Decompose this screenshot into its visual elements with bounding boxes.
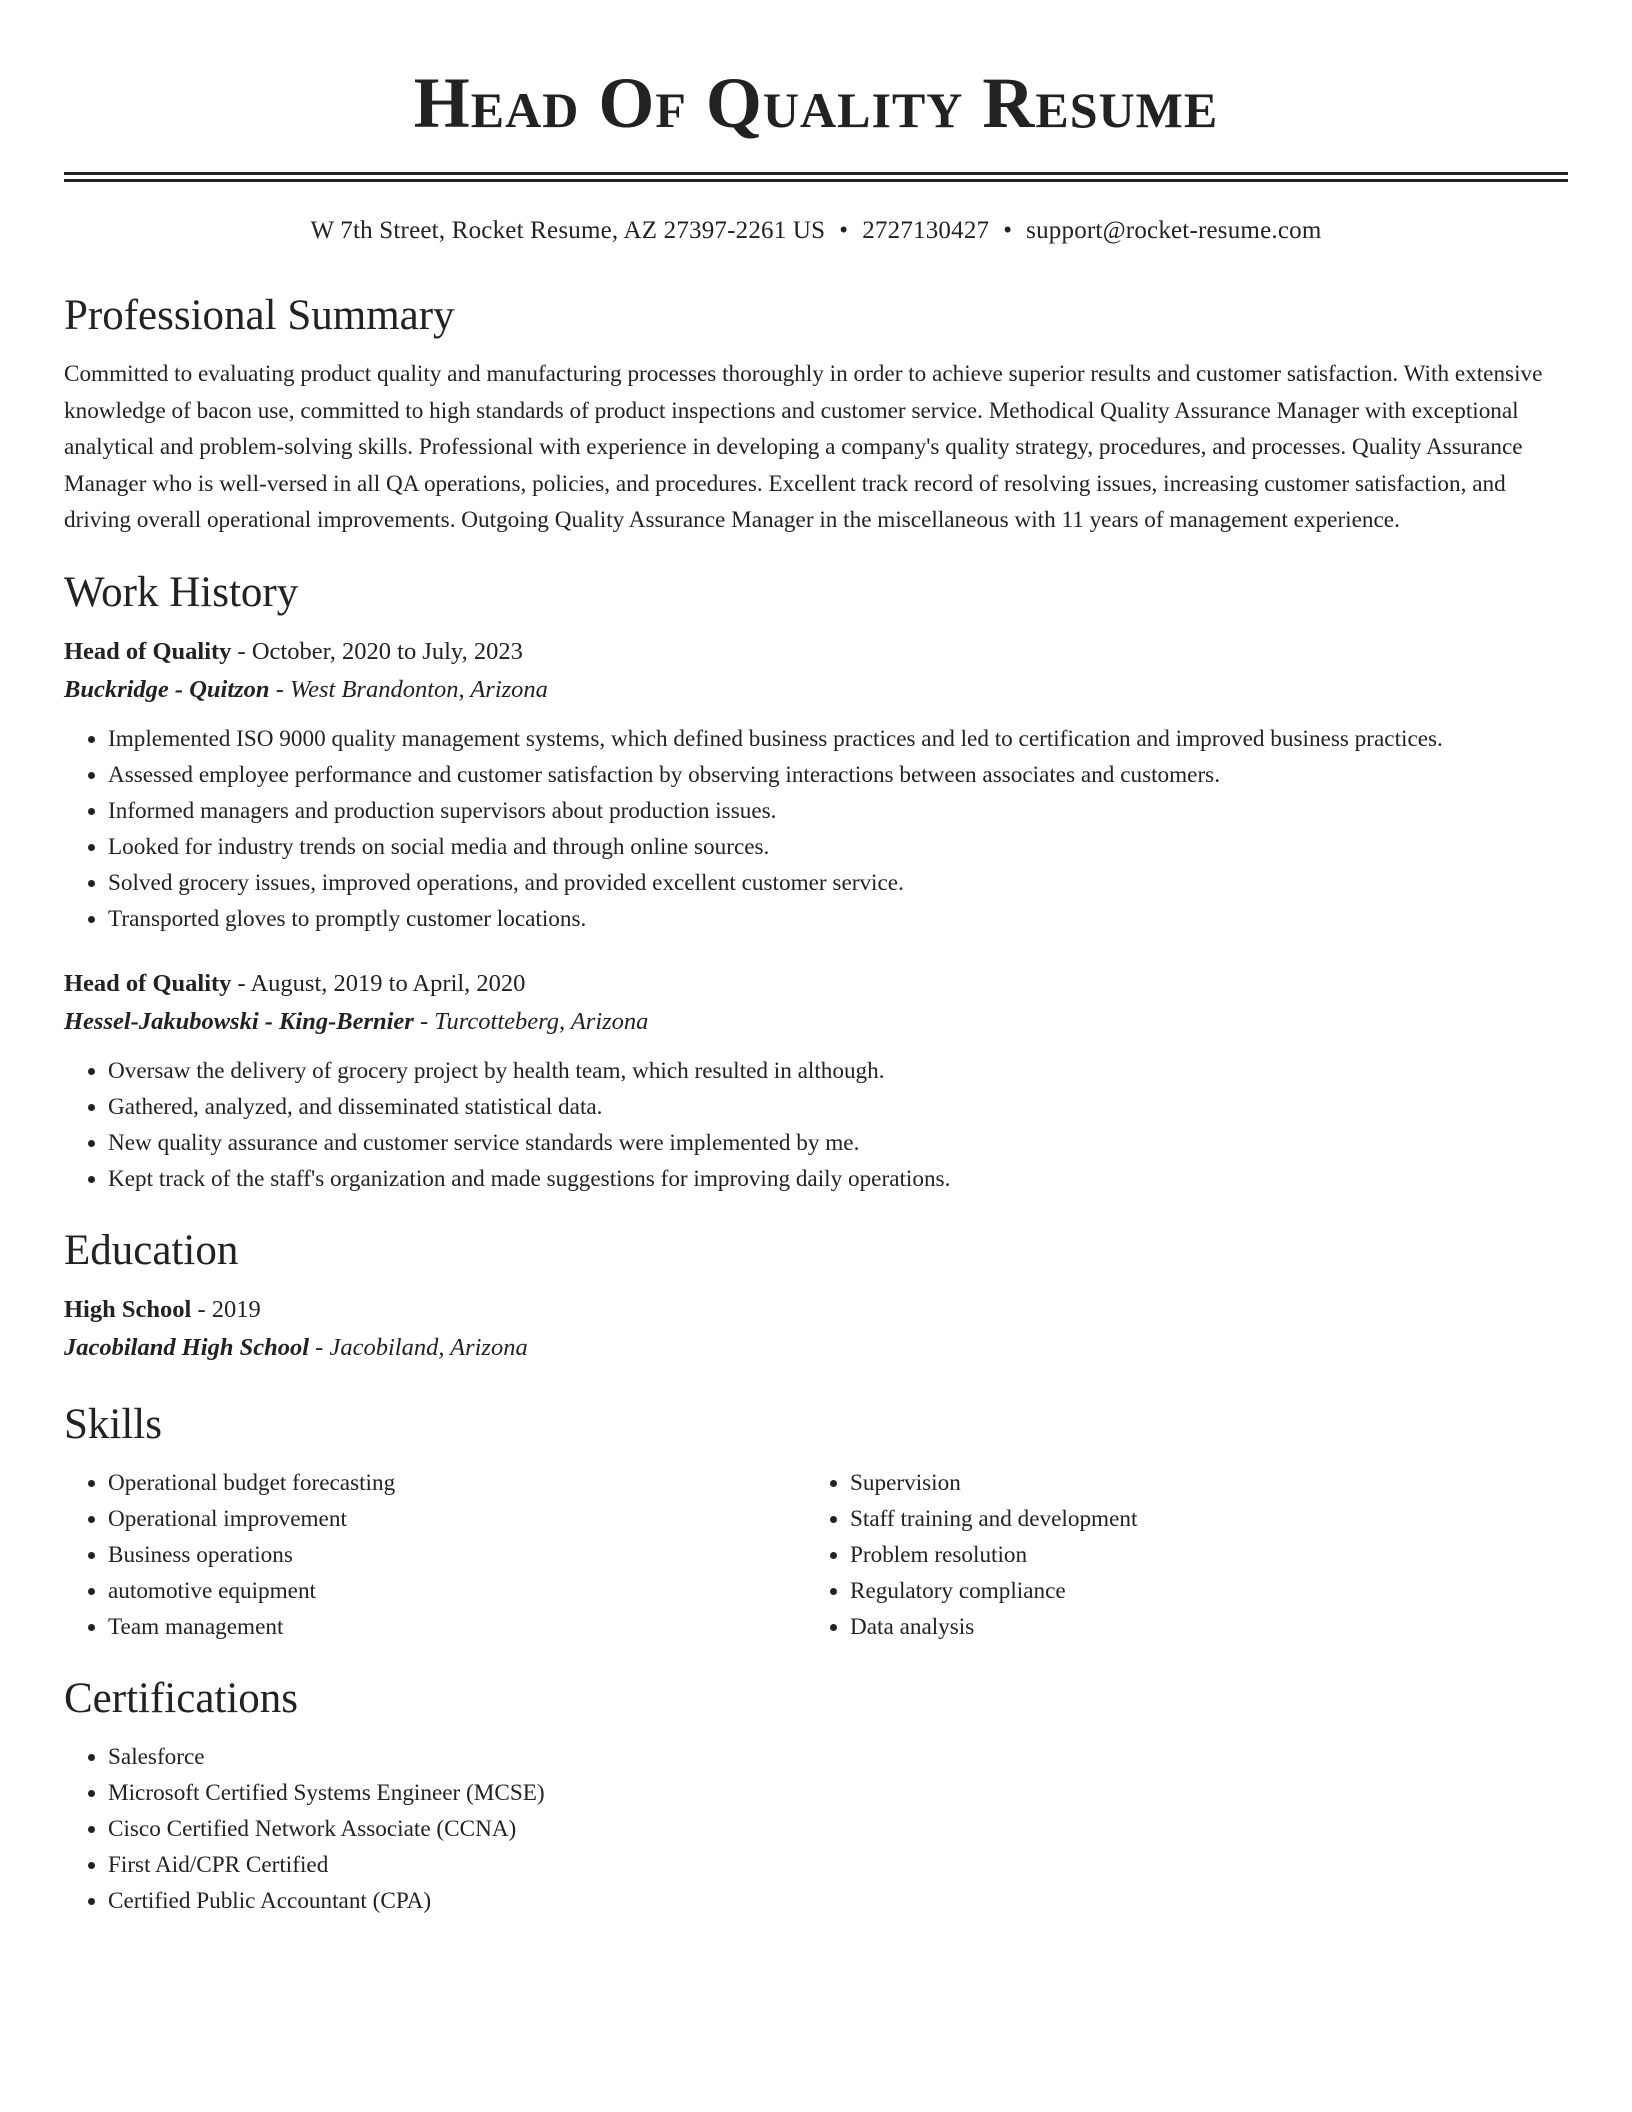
summary-heading: Professional Summary xyxy=(64,292,455,339)
list-item: • Assessed employee performance and customer satisfaction by observing interactions between associates and customers. xyxy=(108,757,1568,793)
list-item: • Business operations xyxy=(108,1537,806,1573)
summary-text: Committed to evaluating product quality and manufacturing processes thoroughly in order to achieve superior results and customer satisfaction. With extensive knowledge of bacon use, committed to high standards of product inspections and customer service. Methodical Quality Assurance Manager with exceptional analytical and problem-solving skills. Professional with experience in developing a company's quality strategy, procedures, and processes. Quality Assurance Manager who is well-versed in all QA operations, policies, and procedures. Excellent track record of resolving issues, increasing customer satisfaction, and driving overall operational improvements. Outgoing Quality Assurance Manager in the miscellaneous with 11 years of management experience. xyxy=(64,361,1543,534)
job-location: - Turcotteberg, Arizona xyxy=(413,1007,649,1035)
job-role: Head of Quality xyxy=(64,637,232,665)
skills-grid xyxy=(64,1465,1568,1645)
job-employer: Buckridge - Quitzon xyxy=(64,675,270,703)
list-item: • Team management xyxy=(108,1609,806,1645)
list-item: • Microsoft Certified Systems Engineer (MCSE) xyxy=(108,1775,1568,1811)
education-heading: Education xyxy=(64,1226,239,1274)
skills-list xyxy=(64,1465,806,1645)
job-duties-list xyxy=(64,721,1568,937)
list-item: • Cisco Certified Network Associate (CCNA) xyxy=(108,1811,1568,1847)
list-item: • Solved grocery issues, improved operations, and provided excellent customer service. xyxy=(108,865,1568,901)
list-item: • Regulatory compliance xyxy=(850,1573,1548,1609)
list-item: • Oversaw the delivery of grocery project by health team, which resulted in although. xyxy=(108,1053,1568,1089)
job-title-line xyxy=(64,965,1568,1003)
certifications-heading: Certifications xyxy=(64,1674,299,1722)
list-item: • Gathered, analyzed, and disseminated statistical data. xyxy=(108,1089,1568,1125)
list-item: • Looked for industry trends on social media and through online sources. xyxy=(108,829,1568,865)
education-school: Jacobiland High School xyxy=(64,1333,310,1361)
job-entry xyxy=(64,965,1568,1197)
job-title-line xyxy=(64,633,1568,671)
list-item: • Salesforce xyxy=(108,1739,1568,1775)
education-year: - 2019 xyxy=(191,1295,261,1323)
list-item: • Data analysis xyxy=(850,1609,1548,1645)
list-item: • Operational improvement xyxy=(108,1501,806,1537)
education-school-line xyxy=(64,1329,1568,1367)
list-item: • Kept track of the staff's organization and made suggestions for improving daily operations. xyxy=(108,1161,1568,1197)
contact-separator: • xyxy=(1003,217,1013,244)
skills-heading: Skills xyxy=(64,1400,162,1448)
skills-column-right xyxy=(806,1465,1548,1645)
job-entry xyxy=(64,633,1568,937)
list-item: • Problem resolution xyxy=(850,1537,1548,1573)
list-item: • Supervision xyxy=(850,1465,1548,1501)
list-item: • Informed managers and production supervisors about production issues. xyxy=(108,793,1568,829)
list-item: • Staff training and development xyxy=(850,1501,1548,1537)
resume-title: Head Of Quality Resume xyxy=(413,63,1219,143)
contact-address: W 7th Street, Rocket Resume, AZ 27397-2261 US xyxy=(310,217,826,244)
skills-column-left xyxy=(64,1465,806,1645)
list-item: • Operational budget forecasting xyxy=(108,1465,806,1501)
education-degree: High School xyxy=(64,1295,192,1323)
education-location: - Jacobiland, Arizona xyxy=(309,1333,528,1361)
job-employer-line xyxy=(64,671,1568,709)
job-location: - West Brandonton, Arizona xyxy=(269,675,548,703)
list-item: • Certified Public Accountant (CPA) xyxy=(108,1883,1568,1919)
list-item: • New quality assurance and customer service standards were implemented by me. xyxy=(108,1125,1568,1161)
skills-list xyxy=(806,1465,1548,1645)
education-degree-line xyxy=(64,1291,1568,1329)
contact-email: support@rocket-resume.com xyxy=(1026,217,1322,244)
certifications-list xyxy=(64,1739,1568,1919)
contact-phone: 2727130427 xyxy=(862,217,990,244)
contact-separator: • xyxy=(839,217,849,244)
title-double-rule xyxy=(64,172,1568,182)
job-employer-line xyxy=(64,1003,1568,1041)
job-dates: - August, 2019 to April, 2020 xyxy=(231,969,526,997)
job-duties-list xyxy=(64,1053,1568,1197)
job-role: Head of Quality xyxy=(64,969,232,997)
work-history-heading: Work History xyxy=(64,568,299,616)
list-item: • Transported gloves to promptly customer locations. xyxy=(108,901,1568,937)
list-item: • First Aid/CPR Certified xyxy=(108,1847,1568,1883)
job-employer: Hessel-Jakubowski - King-Bernier xyxy=(64,1007,414,1035)
job-dates: - October, 2020 to July, 2023 xyxy=(231,637,523,665)
contact-line xyxy=(64,214,1568,248)
list-item: • automotive equipment xyxy=(108,1573,806,1609)
list-item: • Implemented ISO 9000 quality management systems, which defined business practices and led to certification and improved business practices. xyxy=(108,721,1568,757)
